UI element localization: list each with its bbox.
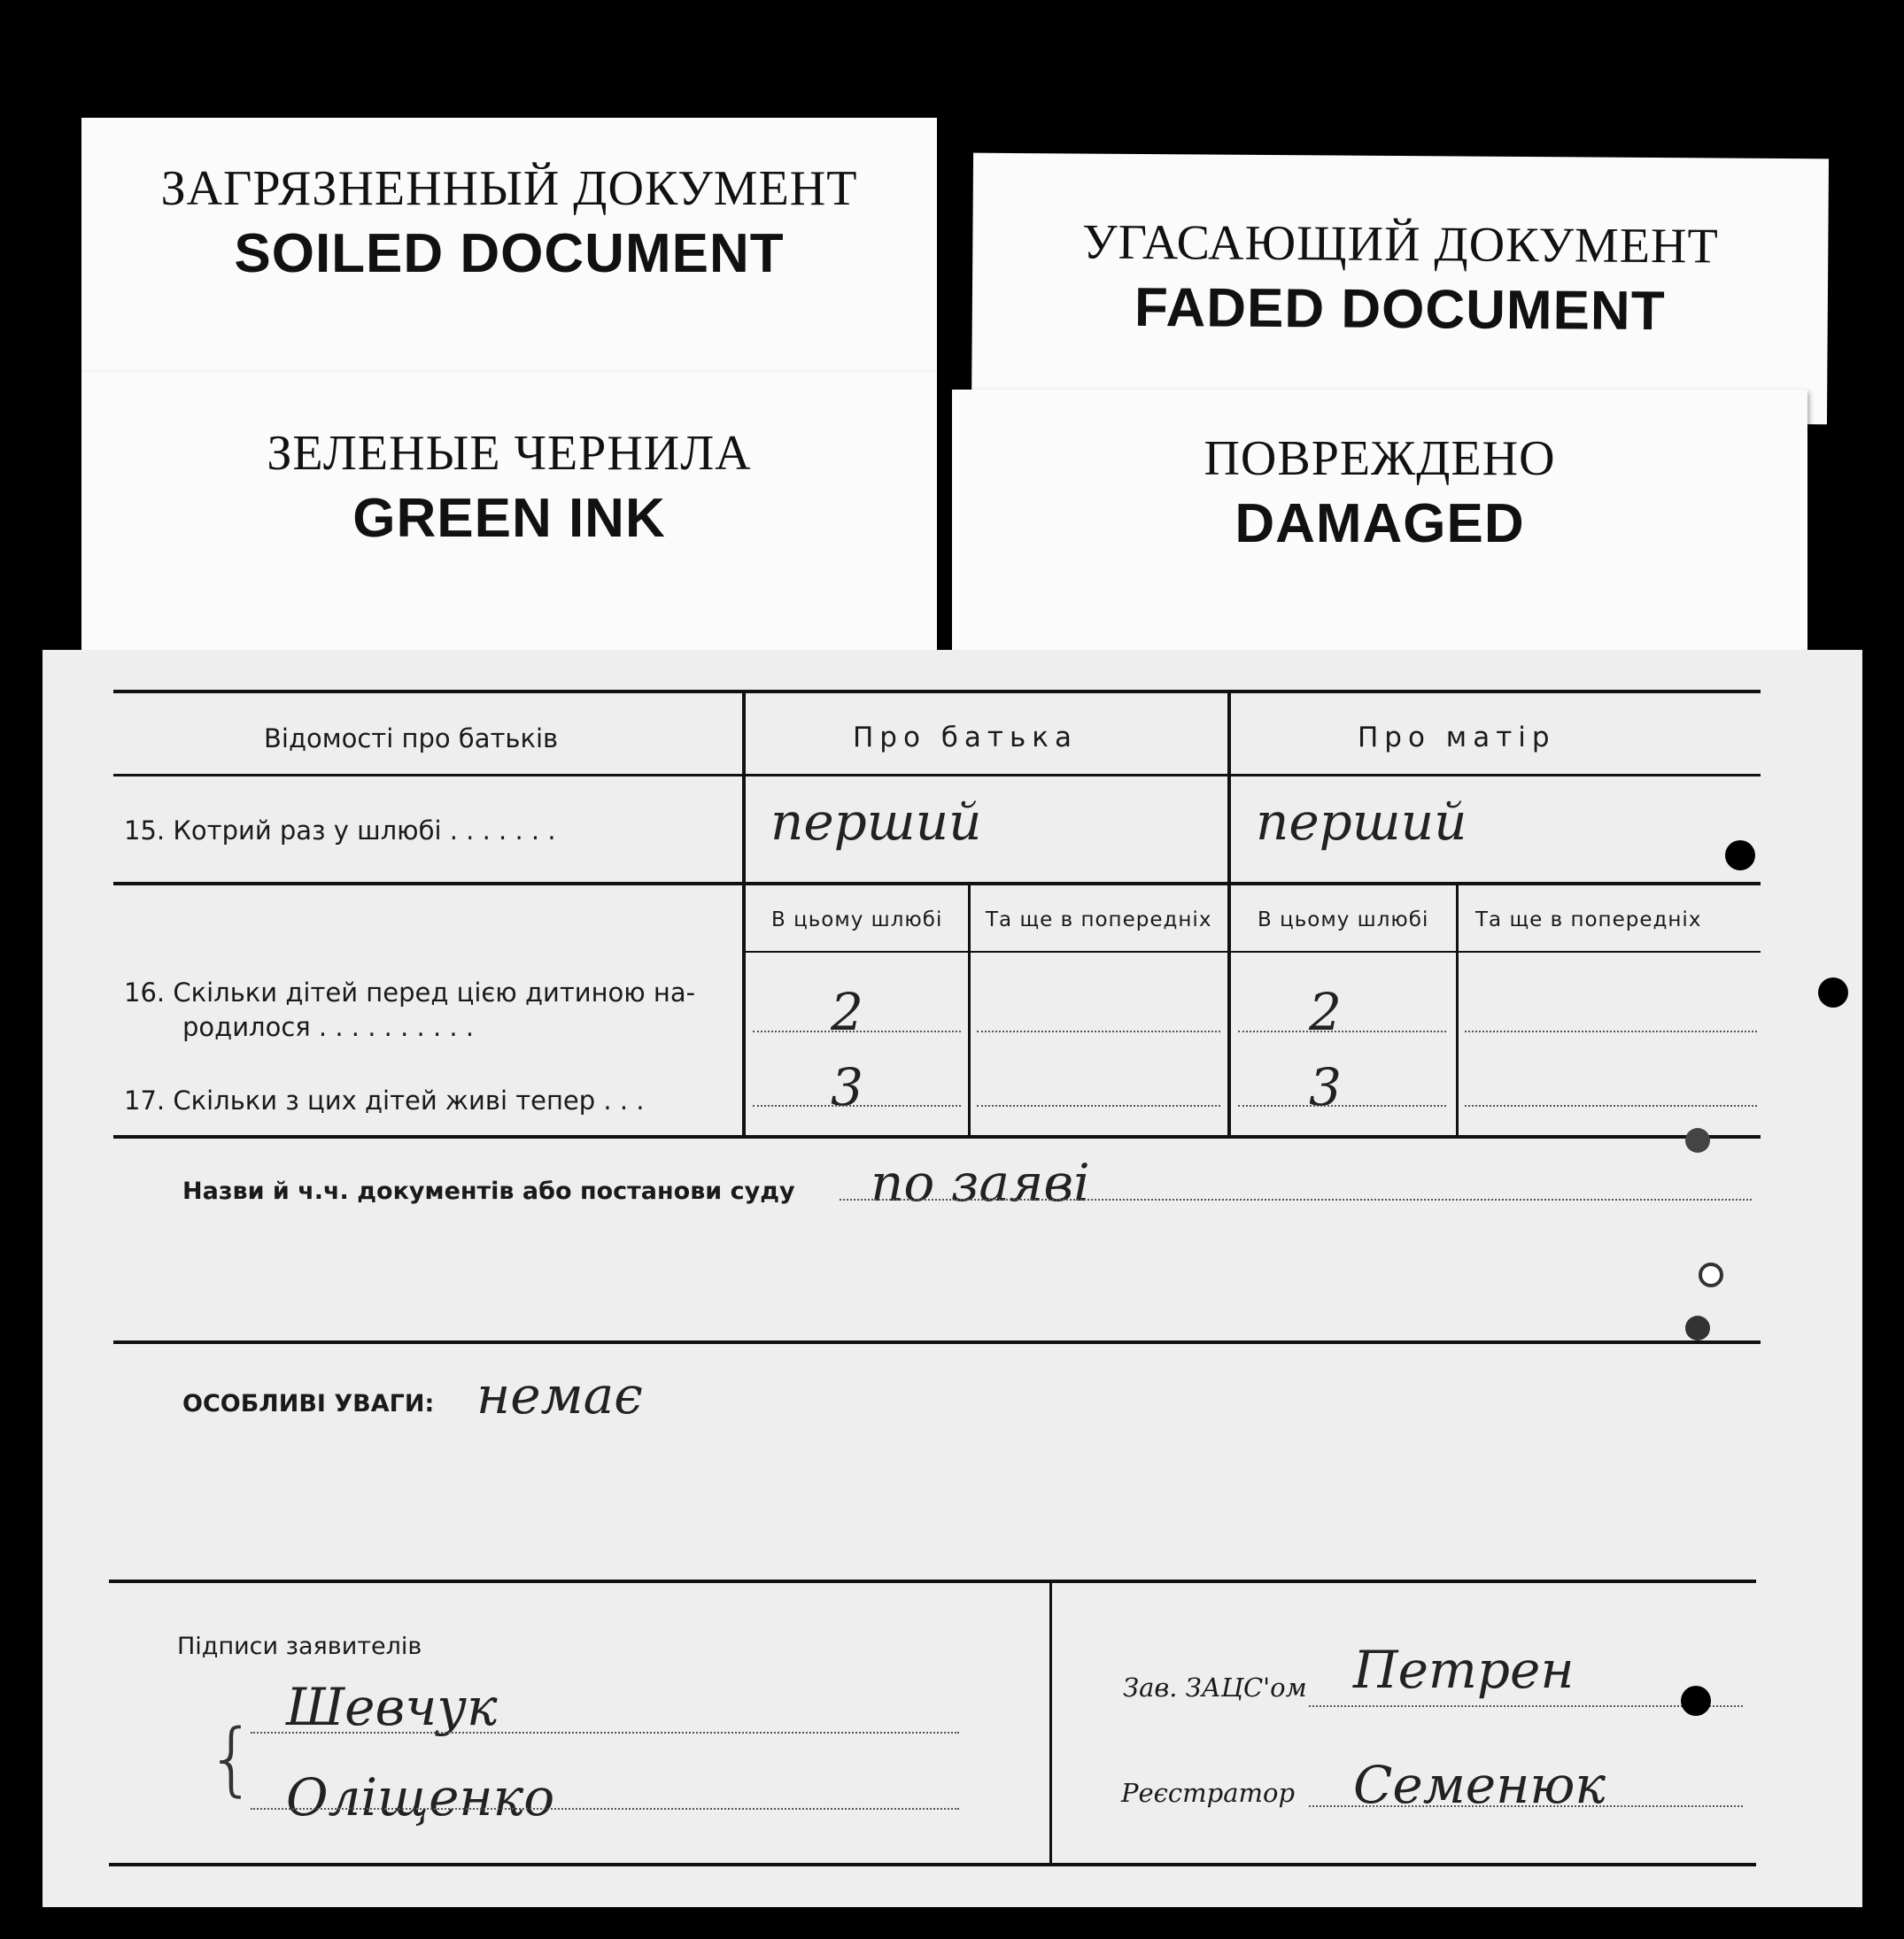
vrule-father-prev — [968, 882, 971, 1139]
header-mother: Про матір — [1358, 722, 1556, 753]
rule-row17 — [113, 1135, 1761, 1139]
row16-mother-prev-dots — [1465, 1031, 1757, 1032]
row16-father-dots — [753, 1031, 961, 1032]
vrule-mother — [1227, 690, 1231, 1139]
row15-label: 15. Котрий раз у шлюбі . . . . . . . — [124, 815, 556, 846]
rule-remarks — [109, 1580, 1756, 1583]
green-tag-en: GREEN INK — [352, 488, 666, 549]
faded-tag-ru: УГАСАЮЩИЙ ДОКУМЕНТ — [1081, 214, 1719, 274]
remarks-value: немає — [476, 1365, 643, 1425]
header-parents-info: Відомості про батьків — [264, 723, 559, 753]
damaged-tag-ru: ПОВРЕЖДЕНО — [1204, 431, 1556, 486]
row17-mother-value: 3 — [1309, 1057, 1342, 1117]
punch-hole — [1681, 1686, 1711, 1716]
punch-hole — [1685, 1128, 1710, 1153]
rule-bottom — [109, 1863, 1756, 1866]
punch-hole — [1699, 1263, 1723, 1287]
record-form — [43, 650, 1862, 1907]
faded-tag-en: FADED DOCUMENT — [1134, 276, 1666, 343]
remarks-label: ОСОБЛИВІ УВАГИ: — [182, 1390, 435, 1418]
row16-mother-value: 2 — [1309, 982, 1342, 1042]
vrule-mother-prev — [1456, 882, 1459, 1139]
rule-documents — [113, 1340, 1761, 1344]
soiled-tag-ru: ЗАГРЯЗНЕННЫЙ ДОКУМЕНТ — [160, 161, 858, 216]
signature-1: Шевчук — [286, 1677, 498, 1737]
row16-mother-dots — [1238, 1031, 1446, 1032]
rule-header — [113, 774, 1761, 776]
head-dots — [1309, 1705, 1743, 1707]
rule-subheader — [742, 951, 1761, 953]
row17-father-prev-dots — [977, 1105, 1220, 1107]
row15-father-value: перший — [770, 792, 982, 852]
punch-hole — [1685, 1316, 1710, 1340]
punch-hole — [1818, 977, 1848, 1008]
row17-label: 17. Скільки з цих дітей живі тепер . . . — [124, 1085, 645, 1116]
head-signature: Петрен — [1353, 1640, 1575, 1700]
header-father: Про батька — [853, 722, 1078, 753]
signatures-label: Підписи заявителів — [177, 1633, 422, 1660]
damaged-tag — [952, 390, 1807, 664]
soiled-document-tag — [81, 118, 937, 383]
row16-label-line1: 16. Скільки дітей перед цією дитиною на- — [124, 977, 696, 1008]
documents-value: по заяві — [871, 1153, 1090, 1213]
soiled-tag-en: SOILED DOCUMENT — [234, 223, 785, 284]
damaged-tag-en: DAMAGED — [1235, 493, 1525, 554]
registrar-dots — [1309, 1805, 1743, 1807]
row16-label-line2: родилося . . . . . . . . . . — [182, 1012, 475, 1042]
rule-top — [113, 690, 1761, 693]
registrar-signature: Семенюк — [1353, 1755, 1606, 1815]
row15-mother-value: перший — [1256, 792, 1467, 852]
head-label: Зав. ЗАЦС'ом — [1123, 1672, 1307, 1703]
signature-2: Оліщенко — [286, 1767, 555, 1827]
green-tag-ru: ЗЕЛЕНЫЕ ЧЕРНИЛА — [267, 426, 752, 481]
row17-mother-prev-dots — [1465, 1105, 1757, 1107]
green-ink-tag — [81, 372, 937, 664]
row17-father-value: 3 — [831, 1057, 863, 1117]
signature-1-dots — [251, 1732, 959, 1734]
subheader-mother-this: В цьому шлюбі — [1258, 908, 1429, 931]
subheader-mother-prev: Та ще в попередніх — [1475, 908, 1702, 931]
punch-hole — [1725, 840, 1755, 870]
signature-brace: { — [206, 1712, 258, 1805]
faded-document-tag — [971, 153, 1829, 425]
vrule-signatures — [1049, 1580, 1052, 1863]
row17-mother-dots — [1238, 1105, 1446, 1107]
subheader-father-prev: Та ще в попередніх — [986, 908, 1212, 931]
signature-2-dots — [251, 1808, 959, 1810]
documents-label: Назви й ч.ч. документів або постанови суду — [182, 1178, 795, 1205]
documents-dots — [840, 1199, 1752, 1201]
registrar-label: Реєстратор — [1121, 1778, 1296, 1808]
row16-father-value: 2 — [831, 982, 863, 1042]
vrule-father — [742, 690, 746, 1139]
rule-row15 — [113, 882, 1761, 885]
subheader-father-this: В цьому шлюбі — [771, 908, 943, 931]
row17-father-dots — [753, 1105, 961, 1107]
row16-father-prev-dots — [977, 1031, 1220, 1032]
